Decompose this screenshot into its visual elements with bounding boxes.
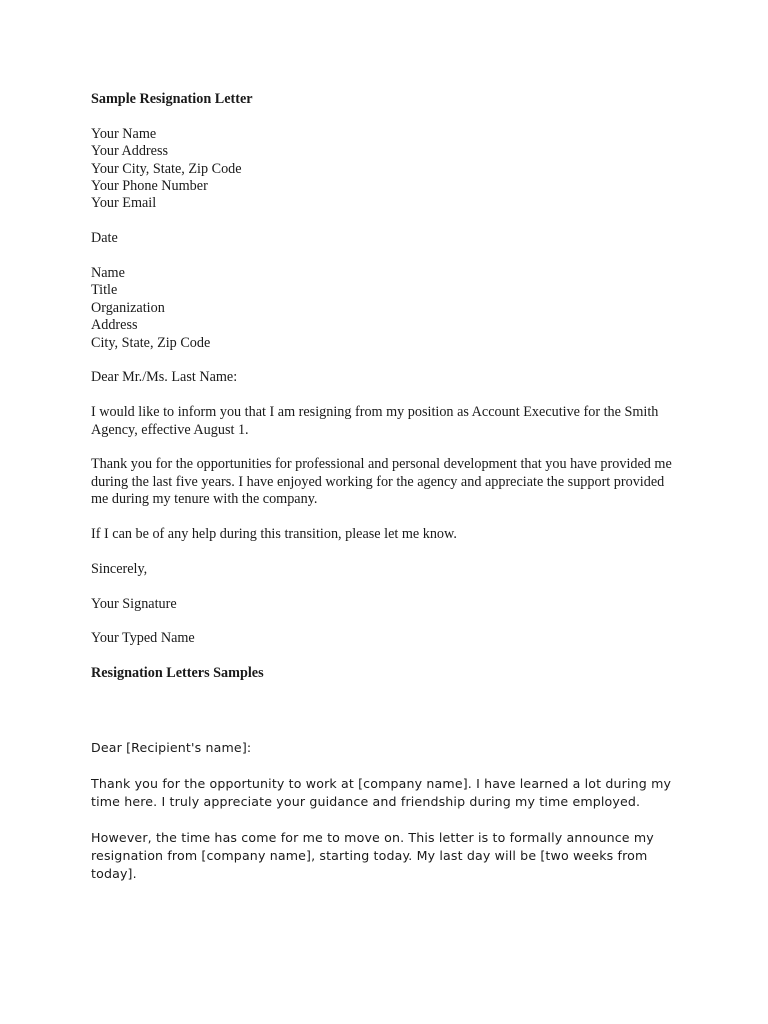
sender-email: Your Email [91,195,157,212]
section-title: Resignation Letters Samples [91,665,264,682]
typed-name: Your Typed Name [91,630,195,647]
recipient-title: Title [91,282,118,299]
sample-paragraph: However, the time has come for me to move on. This letter is to formally announce my resignation from [company name], starting today. My last day will be [two weeks from today]. [91,829,654,881]
salutation: Dear Mr./Ms. Last Name: [91,369,238,386]
sender-phone: Your Phone Number [91,178,208,195]
sample-salutation: Dear [Recipient's name]: [91,739,252,755]
document-page [91,91,691,883]
recipient-block [91,265,691,352]
sender-block [91,126,691,213]
recipient-organization: Organization [91,299,165,316]
recipient-address: Address [91,317,138,334]
closing: Sincerely, [91,560,148,577]
sender-city: Your City, State, Zip Code [91,160,242,177]
body-paragraph: I would like to inform you that I am resigning from my position as Account Executive for the Smith Agency, effective August 1. [91,404,659,438]
body-paragraph: If I can be of any help during this transition, please let me know. [91,526,457,543]
signature: Your Signature [91,595,177,612]
body-paragraph: Thank you for the opportunities for professional and personal development that you have provided me during the last five years. I have enjoyed working for the agency and appreciate the support provided me during my tenure with the company. [91,456,672,508]
letter-date: Date [91,230,118,247]
sender-name: Your Name [91,125,157,142]
letter-title: Sample Resignation Letter [91,91,253,107]
recipient-city: City, State, Zip Code [91,334,211,351]
sample-paragraph: Thank you for the opportunity to work at [company name]. I have learned a lot during my time here. I truly appreciate your guidance and friendship during my time employed. [91,775,672,809]
recipient-name: Name [91,265,125,282]
sender-address: Your Address [91,143,168,160]
